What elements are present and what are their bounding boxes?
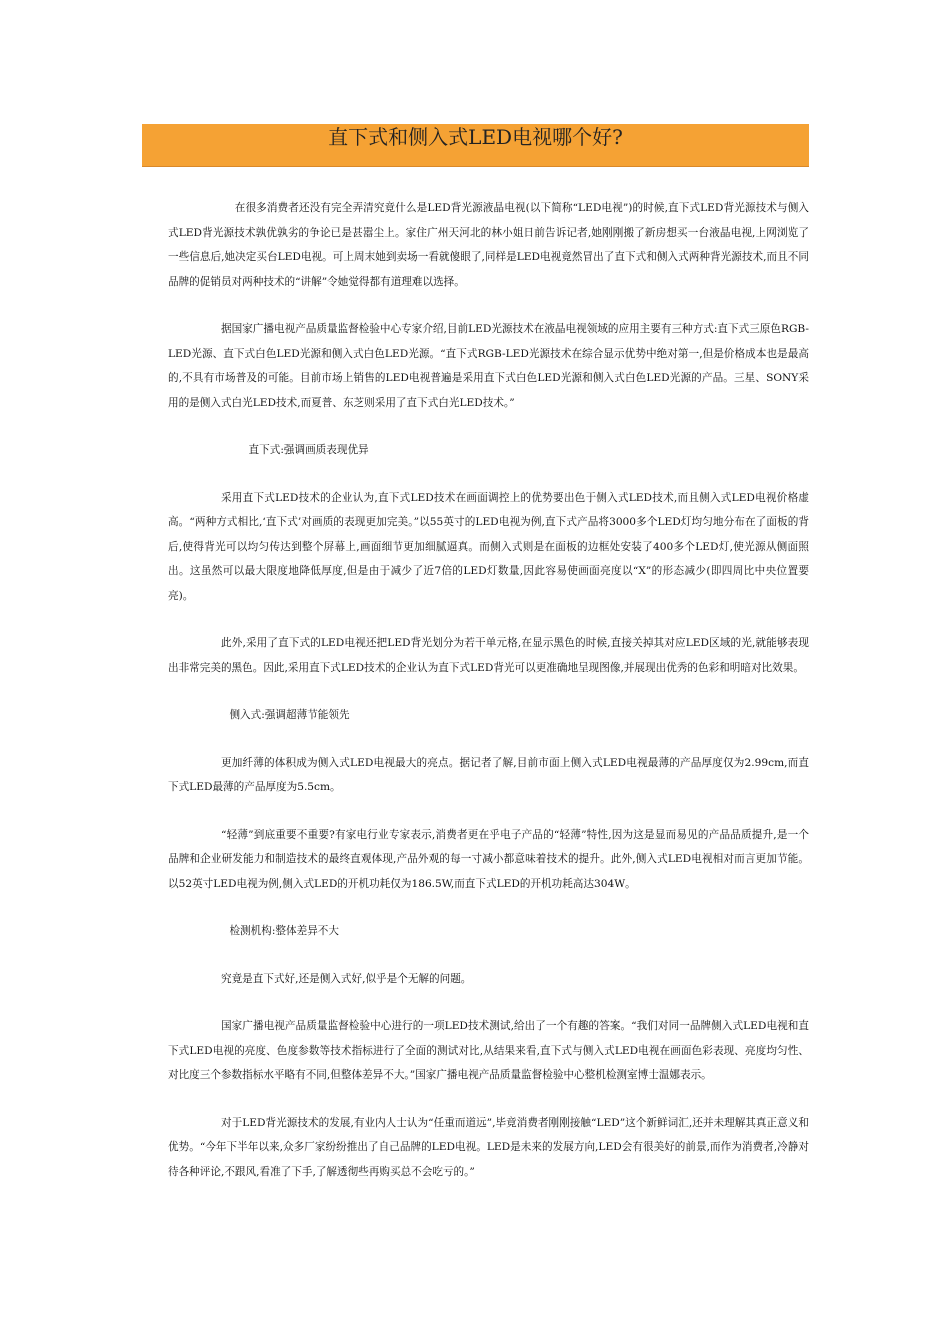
section-heading: 侧入式:强调超薄节能领先 [229,709,350,721]
title-banner [142,124,809,166]
paragraph: 更加纤薄的体积成为侧入式LED电视最大的亮点。据记者了解,目前市面上侧入式LED电视最薄的产品厚度仅为2.99cm,而直下式LED最薄的产品厚度为5.5cm。 [168,756,809,793]
paragraph: 究竟是直下式好,还是侧入式好,似乎是个无解的问题。 [221,972,472,985]
article-body [168,196,809,1207]
paragraph: 国家广播电视产品质量监督检验中心进行的一项LED技术测试,给出了一个有趣的答案。“我们对同一品牌侧入式LED电视和直下式LED电视的亮度、色度参数等技术指标进行了全面的测试对比,从结果来看,直下式与侧入式LED电视在画面色彩表现、亮度均匀性、对比度三个参数指标水平略有不同,但整体差异不大。”国家广播电视产品质量监督检验中心整机检测室博士温娜表示。 [168,1020,809,1081]
section-heading: 检测机构:整体差异不大 [229,925,339,937]
paragraph: 此外,采用了直下式的LED电视还把LED背光划分为若干单元格,在显示黑色的时候,直接关掉其对应LED区域的光,就能够表现出非常完美的黑色。因此,采用直下式LED技术的企业认为直下式LED背光可以更准确地呈现图像,并展现出优秀的色彩和明暗对比效果。 [168,637,809,674]
paragraph: “轻薄”到底重要不重要?有家电行业专家表示,消费者更在乎电子产品的“轻薄”特性,因为这是显而易见的产品品质提升,是一个品牌和企业研发能力和制造技术的最终直观体现,产品外观的每一寸减小都意味着技术的提升。此外,侧入式LED电视相对而言更加节能。以52英寸LED电视为例,侧入式LED的开机功耗仅为186.5W,而直下式LED的开机功耗高达304W。 [168,828,809,890]
paragraph: 据国家广播电视产品质量监督检验中心专家介绍,目前LED光源技术在液晶电视领域的应用主要有三种方式:直下式三原色RGB-LED光源、直下式白色LED光源和侧入式白色LED光源。“直下式RGB-LED光源技术在综合显示优势中绝对第一,但是价格成本也是最高的,不具有市场普及的可能。目前市场上销售的LED电视普遍是采用直下式白色LED光源和侧入式白色LED光源的产品。三星、SONY采用的是侧入式白光LED技术,而夏普、东芝则采用了直下式白光LED技术。” [168,323,809,409]
paragraph: 采用直下式LED技术的企业认为,直下式LED技术在画面调控上的优势要出色于侧入式LED技术,而且侧入式LED电视价格虚高。“两种方式相比,‘直下式’对画质的表现更加完美。”以55英寸的LED电视为例,直下式产品将3000多个LED灯均匀地分布在了面板的背后,使得背光可以均匀传达到整个屏幕上,画面细节更加细腻逼真。而侧入式则是在面板的边框处安装了400多个LED灯,使光源从侧面照出。这虽然可以最大限度地降低厚度,但是由于减少了近7倍的LED灯数量,因此容易使画面亮度以“X”的形态减少(即四周比中央位置要亮)。 [168,491,809,602]
document-title: 直下式和侧入式LED电视哪个好? [328,125,623,149]
paragraph: 对于LED背光源技术的发展,有业内人士认为“任重而道远”,毕竟消费者刚刚接触“LED”这个新鲜词汇,还并未理解其真正意义和优势。“今年下半年以来,众多厂家纷纷推出了自己品牌的LED电视。LED是未来的发展方向,LED会有很美好的前景,而作为消费者,冷静对待各种评论,不跟风,看准了下手,了解透彻些再购买总不会吃亏的。” [168,1116,809,1178]
paragraph: 在很多消费者还没有完全弄清究竟什么是LED背光源液晶电视(以下简称“LED电视”)的时候,直下式LED背光源技术与侧入式LED背光源技术孰优孰劣的争论已是甚嚣尘上。家住广州天河北的林小姐日前告诉记者,她刚刚搬了新房想买一台液晶电视,上网浏览了一些信息后,她决定买台LED电视。可上周末她到卖场一看就傻眼了,同样是LED电视竟然冒出了直下式和侧入式两种背光源技术,而且不同品牌的促销员对两种技术的“讲解”令她觉得都有道理难以选择。 [168,202,809,288]
section-heading: 直下式:强调画质表现优异 [248,444,369,456]
